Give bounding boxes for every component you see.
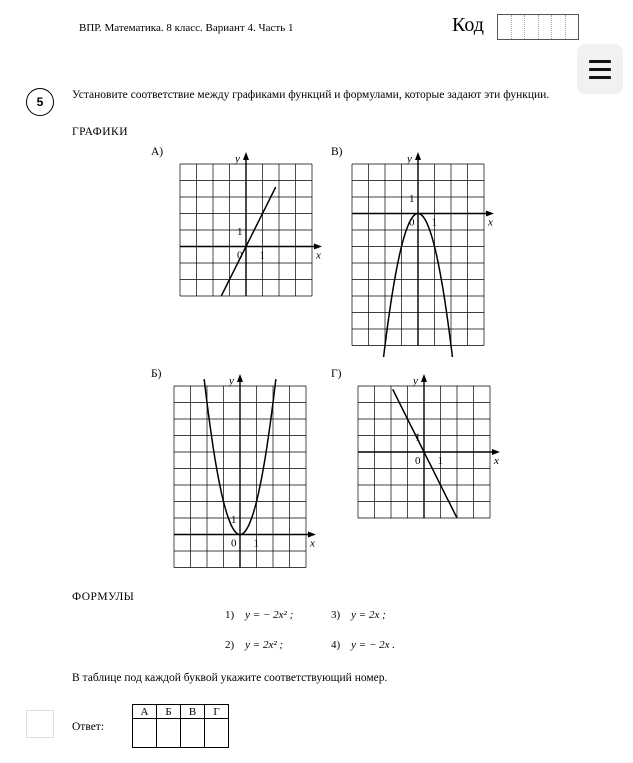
x-unit-label: 1 xyxy=(253,537,259,550)
y-unit-label: 1 xyxy=(231,514,237,526)
question-text: Установите соответствие между графиками функций и формулами, которые задают эти функции. xyxy=(72,89,550,101)
answer-label: Ответ: xyxy=(72,721,105,733)
graph-label-b: Б) xyxy=(151,368,162,380)
graph-g xyxy=(350,364,500,524)
y-axis-arrow xyxy=(243,152,249,160)
formula-4: 4) y = − 2x . xyxy=(331,639,396,651)
formula-3: 3) y = 2x ; xyxy=(331,609,386,621)
x-unit-label: 1 xyxy=(431,216,437,229)
y-unit-label: 1 xyxy=(409,193,415,205)
y-axis-label: y xyxy=(229,375,234,387)
header-title: ВПР. Математика. 8 класс. Вариант 4. Часть 1 xyxy=(79,22,294,34)
graph-a xyxy=(172,142,324,302)
x-axis-label: x xyxy=(494,455,499,467)
origin-label: 0 xyxy=(231,537,237,550)
answer-cell-b[interactable] xyxy=(157,719,181,748)
x-axis-label: x xyxy=(316,249,321,262)
answer-score-box xyxy=(26,710,54,738)
y-axis-arrow xyxy=(415,152,421,160)
graph-v xyxy=(346,142,498,357)
graph-label-v: В) xyxy=(331,146,343,158)
y-axis-label: y xyxy=(413,375,418,387)
question-number: 5 xyxy=(26,88,54,116)
x-unit-label: 1 xyxy=(259,249,265,262)
graph-b xyxy=(168,364,318,579)
graph-label-a: А) xyxy=(151,146,164,158)
code-input[interactable] xyxy=(497,14,579,40)
instruction-text: В таблице под каждой буквой укажите соответствующий номер. xyxy=(72,672,388,684)
origin-label: 0 xyxy=(415,455,421,467)
graph-label-g: Г) xyxy=(331,368,342,380)
y-unit-label: 1 xyxy=(415,431,421,444)
answer-cell-a[interactable] xyxy=(133,719,157,748)
formulas-heading: ФОРМУЛЫ xyxy=(72,591,135,603)
answer-col-a: А xyxy=(133,705,157,719)
answer-cell-v[interactable] xyxy=(181,719,205,748)
formula-2: 2) y = 2x² ; xyxy=(225,639,284,651)
x-axis-label: x xyxy=(310,537,315,550)
graphs-heading: ГРАФИКИ xyxy=(72,126,129,138)
x-unit-label: 1 xyxy=(437,455,443,467)
function-curve xyxy=(393,389,457,518)
y-axis-label: y xyxy=(235,153,240,165)
x-axis-label: x xyxy=(488,216,493,229)
answer-table xyxy=(132,704,229,748)
formula-1: 1) y = − 2x² ; xyxy=(225,609,294,621)
answer-col-b: Б xyxy=(157,705,181,719)
origin-label: 0 xyxy=(409,216,415,229)
y-unit-label: 1 xyxy=(237,226,243,238)
hamburger-menu-icon[interactable] xyxy=(577,44,623,94)
y-axis-arrow xyxy=(421,374,427,382)
origin-label: 0 xyxy=(237,249,243,262)
y-axis-arrow xyxy=(237,374,243,382)
code-label: Код xyxy=(452,14,484,36)
answer-col-v: В xyxy=(181,705,205,719)
y-axis-label: y xyxy=(407,153,412,165)
answer-cell-g[interactable] xyxy=(205,719,229,748)
answer-col-g: Г xyxy=(205,705,229,719)
